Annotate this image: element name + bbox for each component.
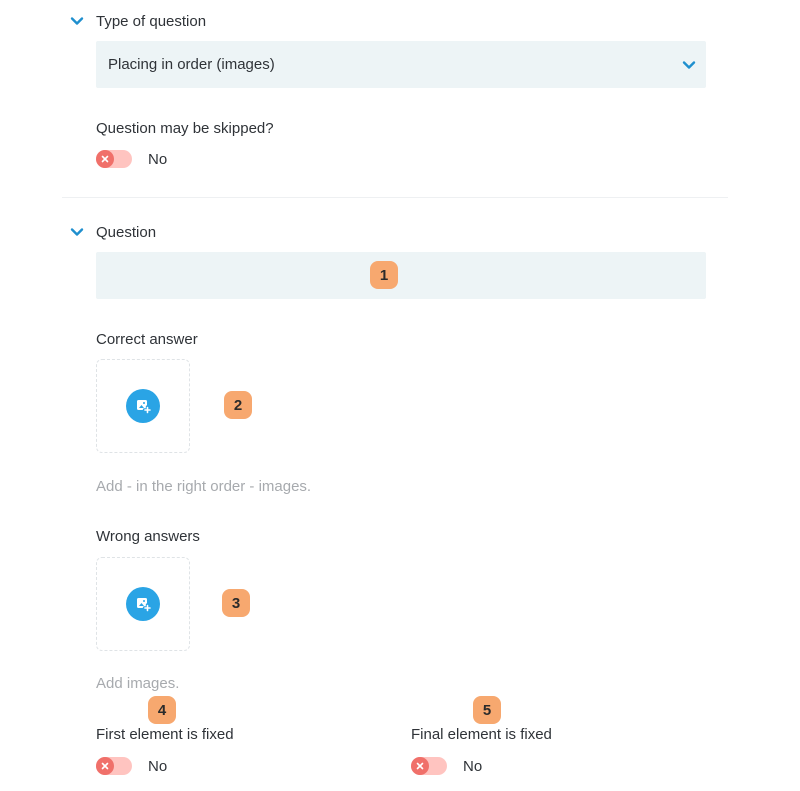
section-divider: [62, 197, 728, 198]
add-image-button[interactable]: [126, 389, 160, 423]
type-section-header[interactable]: [70, 11, 206, 31]
question-type-value: Placing in order (images): [108, 56, 275, 73]
question-section-header[interactable]: [70, 222, 156, 242]
callout-badge-3: 3: [222, 589, 250, 617]
question-type-select[interactable]: [96, 41, 706, 88]
correct-answer-label: Correct answer: [96, 331, 198, 348]
chevron-down-icon[interactable]: [70, 225, 84, 239]
type-section-title: Type of question: [96, 12, 207, 30]
skip-toggle[interactable]: [96, 150, 132, 168]
wrong-answers-dropzone[interactable]: [96, 557, 190, 651]
question-input[interactable]: [96, 252, 706, 299]
skip-label: Question may be skipped?: [96, 120, 274, 137]
callout-badge-1: 1: [370, 261, 398, 289]
callout-badge-5: 5: [473, 696, 501, 724]
callout-badge-2: 2: [224, 391, 252, 419]
callout-badge-4: 4: [148, 696, 176, 724]
first-fixed-toggle[interactable]: [96, 757, 132, 775]
chevron-down-icon[interactable]: [70, 14, 84, 28]
final-fixed-label: Final element is fixed: [411, 726, 552, 743]
wrong-answers-hint: Add images.: [96, 675, 180, 692]
skip-toggle-value: No: [148, 151, 168, 168]
add-image-icon: [135, 596, 151, 612]
final-fixed-toggle[interactable]: [411, 757, 447, 775]
first-fixed-value: No: [148, 758, 168, 775]
question-section-title: Question: [96, 223, 157, 241]
correct-answer-hint: Add - in the right order - images.: [96, 478, 312, 495]
close-icon: [96, 150, 114, 168]
add-image-icon: [135, 398, 151, 414]
final-fixed-value: No: [463, 758, 483, 775]
correct-answer-dropzone[interactable]: [96, 359, 190, 453]
first-fixed-label: First element is fixed: [96, 726, 234, 743]
chevron-down-icon[interactable]: [682, 58, 696, 72]
add-image-button[interactable]: [126, 587, 160, 621]
close-icon: [96, 757, 114, 775]
close-icon: [411, 757, 429, 775]
wrong-answers-label: Wrong answers: [96, 528, 200, 545]
